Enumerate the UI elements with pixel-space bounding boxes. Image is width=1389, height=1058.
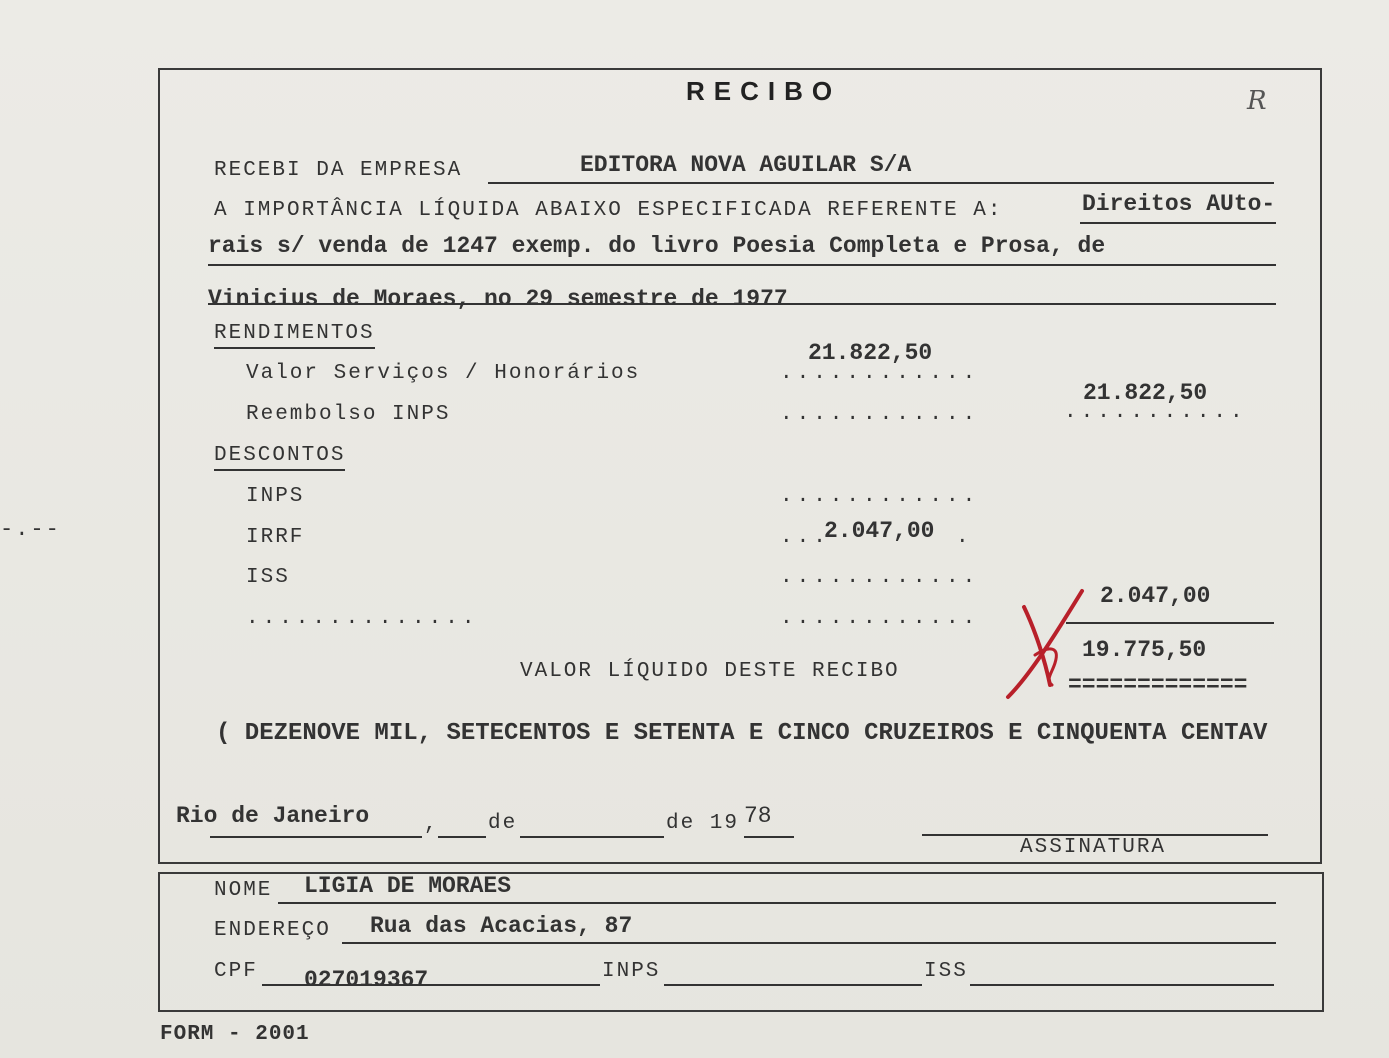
company-name: EDITORA NOVA AGUILAR S/A: [580, 152, 912, 178]
income-inps-dots: ............: [780, 403, 980, 426]
reference-text-3: Vinicius de Moraes, no 29 semestre de 1977: [208, 286, 788, 312]
deduction-iss-label: ISS: [246, 566, 290, 589]
cpf-value: 027019367: [304, 967, 429, 993]
city: Rio de Janeiro: [176, 803, 370, 829]
name-value: LIGIA DE MORAES: [304, 873, 512, 899]
income-inps-label: Reembolso INPS: [246, 403, 451, 426]
handwritten-initial: R: [1247, 86, 1267, 116]
deduction-iss-dots: ............: [780, 566, 980, 589]
inps-label: INPS: [602, 960, 661, 983]
income-services-dots: ............: [780, 362, 980, 385]
reference-line-3: [208, 303, 1276, 305]
signature-label: ASSINATURA: [1020, 836, 1167, 859]
deduction-other-dots: ............: [780, 607, 980, 630]
address-value: Rua das Acacias, 87: [370, 913, 633, 939]
city-line: [210, 836, 422, 838]
deductions-total-line: [1066, 622, 1274, 624]
iss-label: ISS: [924, 960, 968, 983]
income-heading: RENDIMENTOS: [214, 322, 375, 349]
deductions-heading: DESCONTOS: [214, 444, 345, 471]
deduction-irrf-value: 2.047,00: [824, 518, 935, 544]
address-label: ENDEREÇO: [214, 919, 331, 942]
income-services-label: Valor Serviços / Honorários: [246, 362, 641, 385]
amount-in-words: ( DEZENOVE MIL, SETECENTOS E SETENTA E CINCO CRUZEIROS E CINQUENTA CENTAV: [216, 720, 1268, 747]
comma-separator: ,: [424, 813, 439, 836]
reference-line-1: [1080, 222, 1276, 224]
cpf-line: [262, 984, 600, 986]
deduction-inps-dots: ............: [780, 485, 980, 508]
income-services-value: 21.822,50: [808, 340, 933, 366]
amount-reference-label: A IMPORTÂNCIA LÍQUIDA ABAIXO ESPECIFICADA REFERENTE A:: [214, 199, 1003, 222]
inps-line: [664, 984, 922, 986]
day-line: [438, 836, 486, 838]
name-label: NOME: [214, 879, 273, 902]
reference-text-1: Direitos AUto-: [1082, 191, 1276, 217]
red-check-mark-icon: [1000, 585, 1090, 705]
net-value: 19.775,50: [1082, 637, 1207, 663]
net-value-double-rule: =============: [1068, 672, 1248, 698]
deduction-irrf-label: IRRF: [246, 526, 305, 549]
deduction-irrf-dots: ...: [780, 526, 830, 549]
reference-text-2: rais s/ venda de 1247 exemp. do livro Poesia Completa e Prosa, de: [208, 233, 1106, 259]
received-from-line: [488, 182, 1274, 184]
month-line: [520, 836, 664, 838]
date-de-label-2: de 19: [666, 812, 740, 835]
deduction-inps-label: INPS: [246, 485, 305, 508]
year-line: [744, 836, 794, 838]
form-number: FORM - 2001: [160, 1023, 310, 1046]
income-total-dots: ...........: [1064, 401, 1247, 424]
margin-dash-mark: -.--: [0, 517, 61, 542]
received-from-label: RECEBI DA EMPRESA: [214, 159, 463, 182]
year-suffix: 78: [744, 803, 772, 829]
date-de-label-1: de: [488, 812, 518, 835]
address-line: [342, 942, 1276, 944]
income-total-value: 21.822,50: [1083, 380, 1208, 406]
deduction-other-label-dots: ..............: [246, 607, 479, 630]
cpf-label: CPF: [214, 960, 258, 983]
reference-line-2: [208, 264, 1276, 266]
net-value-label: VALOR LÍQUIDO DESTE RECIBO: [520, 660, 900, 683]
deduction-irrf-dot-end: .: [956, 526, 973, 549]
name-line: [278, 902, 1276, 904]
page-title: RECIBO: [686, 76, 842, 106]
deductions-total-value: 2.047,00: [1100, 583, 1211, 609]
iss-line: [970, 984, 1274, 986]
